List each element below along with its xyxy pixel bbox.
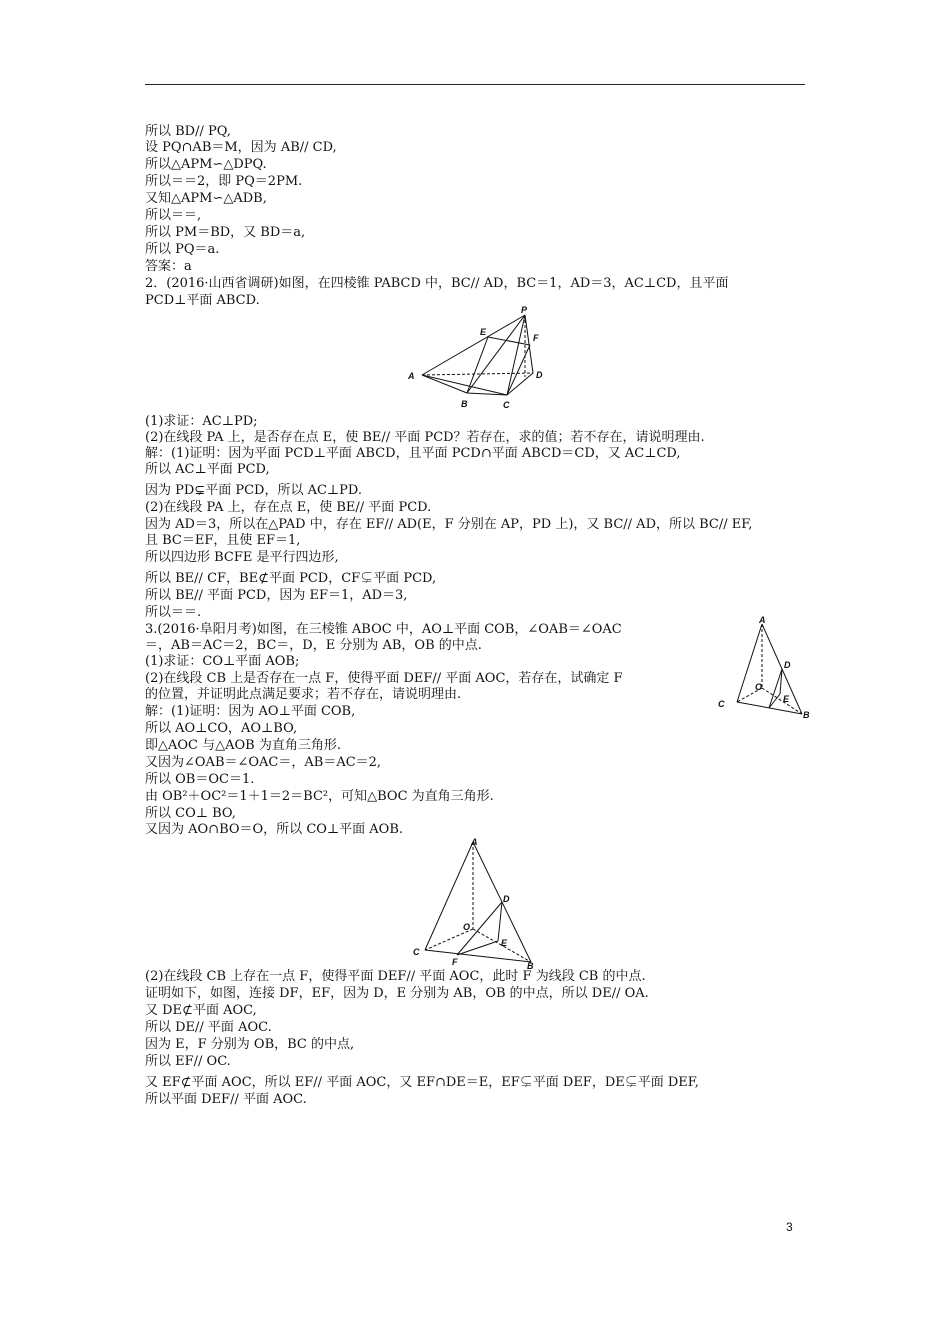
text-line: 所以平面 DEF// 平面 AOC. [145, 1092, 307, 1107]
vertex-label: E [501, 938, 508, 948]
text-line: 所以 AO⊥CO，AO⊥BO, [145, 721, 298, 736]
text-line: 所以 PM＝BD，又 BD＝a, [145, 225, 306, 240]
text-line: 所以 AC⊥平面 PCD, [145, 462, 270, 477]
text-line: 即△AOC 与△AOB 为直角三角形. [145, 738, 341, 753]
text-line: (1)求证：CO⊥平面 AOB; [145, 654, 300, 669]
vertex-label: E [480, 327, 487, 337]
vertex-label: B [803, 710, 810, 720]
text-line: 因为 AD＝3，所以在△PAD 中，存在 EF// AD(E，F 分别在 AP，PD 上)，又 BC// AD，所以 BC// EF, [145, 517, 753, 532]
vertex-label: C [413, 947, 420, 957]
text-line: 因为 E，F 分别为 OB，BC 的中点, [145, 1037, 355, 1052]
text-line: 3.(2016·阜阳月考)如图，在三棱锥 ABOC 中，AO⊥平面 COB，∠OAB＝∠OAC [145, 622, 622, 637]
vertex-label: P [521, 305, 528, 315]
text-line: 的位置，并证明此点满足要求；若不存在，请说明理由. [145, 687, 462, 702]
vertex-label: C [503, 400, 510, 410]
text-line: 所以 DE// 平面 AOC. [145, 1020, 272, 1035]
text-line: ＝，AB＝AC＝2，BC＝，D，E 分别为 AB，OB 的中点. [145, 638, 482, 653]
text-line: 所以＝＝, [145, 208, 202, 223]
text-line: 又 EF⊄平面 AOC，所以 EF// 平面 AOC，又 EF∩DE＝E，EF⊊平面 DEF，DE⊊平面 DEF, [145, 1075, 699, 1090]
text-line: 所以＝＝2，即 PQ＝2PM. [145, 174, 303, 189]
tetrahedron-figure-large [405, 834, 545, 970]
text-line: 又因为 AO∩BO＝O，所以 CO⊥平面 AOB. [145, 822, 404, 837]
text-line: 由 OB²＋OC²＝1＋1＝2＝BC²，可知△BOC 为直角三角形. [145, 789, 494, 804]
text-line: 因为 PD⊊平面 PCD，所以 AC⊥PD. [145, 483, 362, 498]
vertex-label: B [527, 961, 534, 970]
text-line: (2)在线段 CB 上存在一点 F，使得平面 DEF// 平面 AOC，此时 F 为线段 CB 的中点. [145, 969, 646, 984]
vertex-label: A [759, 615, 766, 625]
text-line: 又 DE⊄平面 AOC, [145, 1003, 257, 1018]
text-line: 所以 BE// 平面 PCD，因为 EF＝1，AD＝3, [145, 588, 408, 603]
text-line: 且 BC＝EF，且使 EF＝1, [145, 533, 301, 548]
text-line: (2)在线段 CB 上是否存在一点 F，使得平面 DEF// 平面 AOC，若存在，试确定 F [145, 671, 623, 686]
text-line: (2)在线段 PA 上，存在点 E，使 BE// 平面 PCD. [145, 500, 432, 515]
text-line: 所以 BE// CF，BE⊄平面 PCD，CF⊊平面 PCD, [145, 571, 437, 586]
text-line: 设 PQ∩AB＝M，因为 AB// CD, [145, 140, 337, 155]
text-line: PCD⊥平面 ABCD. [145, 293, 260, 308]
vertex-label: D [784, 660, 791, 670]
header-rule [145, 84, 805, 85]
vertex-label: O [463, 922, 471, 932]
tetrahedron-figure-small [712, 614, 812, 720]
text-line: (1)求证：AC⊥PD; [145, 414, 258, 429]
vertex-label: O [755, 682, 763, 692]
text-line: 解：(1)证明：因为平面 PCD⊥平面 ABCD，且平面 PCD∩平面 ABCD＝CD，又 AC⊥CD, [145, 446, 681, 461]
text-line: 所以△APM∽△DPQ. [145, 157, 267, 172]
vertex-label: D [536, 370, 543, 380]
text-line: 证明如下，如图，连接 DF，EF，因为 D，E 分别为 AB，OB 的中点，所以 DE// OA. [145, 986, 649, 1001]
vertex-label: E [783, 694, 790, 704]
text-line: 答案：a [145, 259, 192, 274]
text-line: 解：(1)证明：因为 AO⊥平面 COB, [145, 704, 356, 719]
vertex-label: B [461, 399, 468, 409]
text-line: 又知△APM∽△ADB, [145, 191, 267, 206]
text-line: 所以 OB＝OC＝1. [145, 772, 255, 787]
text-line: 所以四边形 BCFE 是平行四边形, [145, 550, 339, 565]
vertex-label: F [452, 957, 458, 967]
page-number: 3 [786, 1220, 793, 1234]
text-line: (2)在线段 PA 上，是否存在点 E，使 BE// 平面 PCD？若存在，求的值；若不存在，请说明理由. [145, 430, 705, 445]
text-line: 所以 EF// OC. [145, 1054, 231, 1069]
text-line: 所以 PQ＝a. [145, 242, 220, 257]
vertex-label: A [471, 837, 478, 847]
vertex-label: D [503, 894, 510, 904]
vertex-label: A [408, 371, 415, 381]
vertex-label: F [533, 333, 539, 343]
vertex-label: C [718, 699, 725, 709]
text-line: 所以＝＝. [145, 605, 202, 620]
pyramid-figure [400, 305, 550, 415]
text-line: 所以 BD// PQ, [145, 124, 231, 139]
text-line: 所以 CO⊥ BO, [145, 806, 236, 821]
text-line: 2．(2016·山西省调研)如图，在四棱锥 PABCD 中，BC// AD，BC＝1，AD＝3，AC⊥CD，且平面 [145, 276, 729, 291]
text-line: 又因为∠OAB＝∠OAC＝，AB＝AC＝2, [145, 755, 382, 770]
